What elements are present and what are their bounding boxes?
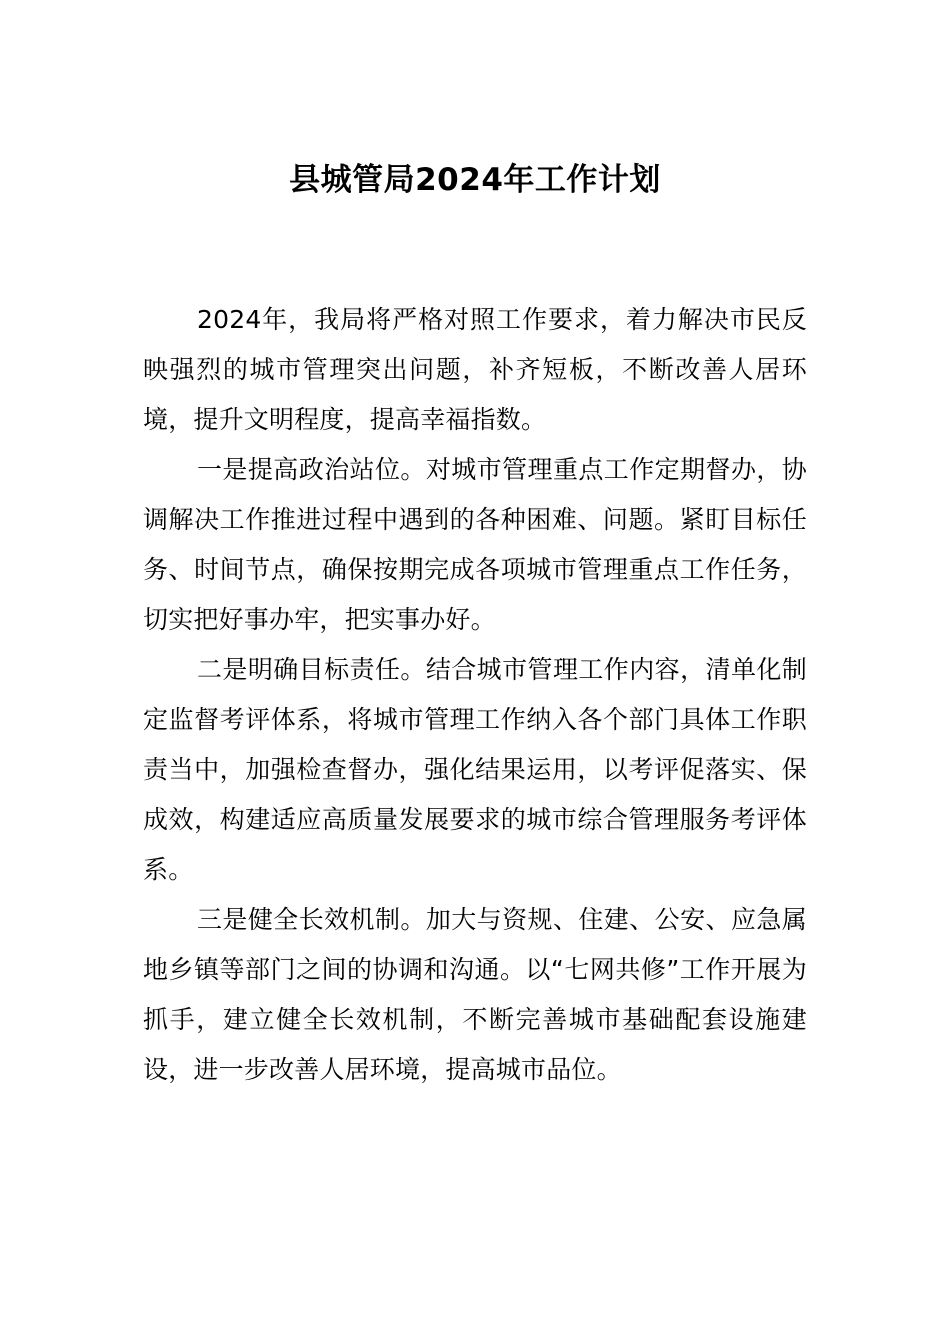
paragraph-point-three: 三是健全长效机制。加大与资规、住建、公安、应急属地乡镇等部门之间的协调和沟通。以“七网共修”工作开展为抓手，建立健全长效机制，不断完善城市基础配套设施建设，进一步改善人居环境，提高城市品位。 [143, 905, 807, 1084]
paragraph-point-two: 二是明确目标责任。结合城市管理工作内容，清单化制定监督考评体系，将城市管理工作纳入各个部门具体工作职责当中，加强检查督办，强化结果运用，以考评促落实、保成效，构建适应高质量发展要求的城市综合管理服务考评体系。 [143, 655, 807, 884]
document-title: 县城管局2024年工作计划 [289, 162, 661, 198]
paragraph-point-one: 一是提高政治站位。对城市管理重点工作定期督办，协调解决工作推进过程中遇到的各种困难、问题。紧盯目标任务、时间节点，确保按期完成各项城市管理重点工作任务，切实把好事办牢，把实事办好。 [143, 455, 807, 634]
paragraph-intro: 2024年，我局将严格对照工作要求，着力解决市民反映强烈的城市管理突出问题，补齐短板，不断改善人居环境，提升文明程度，提高幸福指数。 [143, 305, 807, 434]
document-body [143, 295, 807, 1095]
